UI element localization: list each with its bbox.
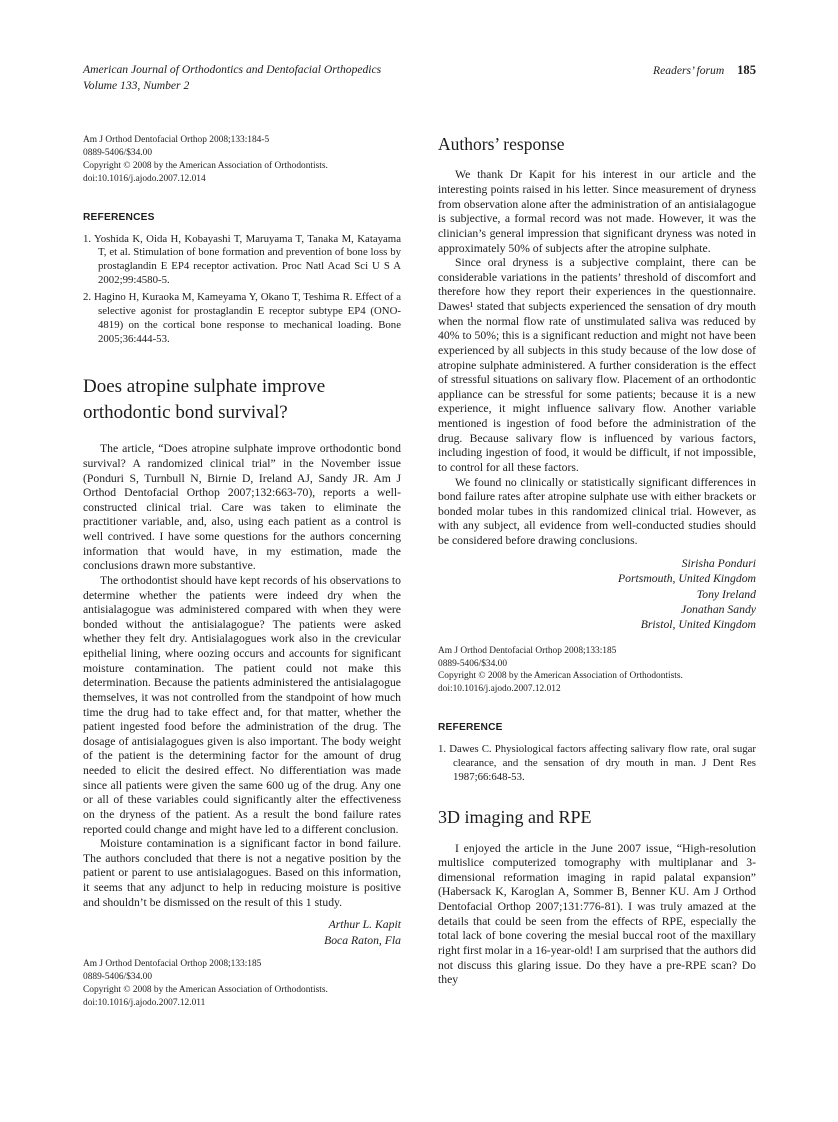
response-heading: Authors’ response: [438, 134, 565, 155]
letter2-paragraph: I enjoyed the article in the June 2007 issue, “High-resolution multislice computerized tomography with multiplanar and 3-dimensional reformation imaging in rapid palatal expansion” (Habersack K, Karoglan A, Sommer B, Benner KU. Am J Orthod Dentofacial Orthop 2007;131:776-81). I was truly amazed at the details that could be seen from the effects of RPE, especially the total lack of bone covering the mesial buccal root of the maxillary right first molar in a 16-year-old! I am surprised that the authors did not discuss this glaring issue. Do they have a pre-RPE scan? Do they: [438, 841, 756, 987]
reference-item: 1. Dawes C. Physiological factors affecting salivary flow rate, oral sugar clearance, and the sensation of dry mouth in man. J Dent Res 1987;66:648-53.: [438, 743, 756, 783]
citation-block-top: [83, 134, 401, 185]
signature-place: Portsmouth, United Kingdom: [618, 572, 756, 586]
letter2-title: 3D imaging and RPE: [438, 806, 592, 827]
left-column: [83, 134, 401, 1009]
response-paragraph: We found no clinically or statistically significant differences in bond failure rates after atropine sulphate use with either brackets or bonded molar tubes in this randomized clinical trial. However, as with any subject, all evidence from well-conducted studies should be considered before drawing conclusions.: [438, 475, 756, 548]
response-paragraph: Since oral dryness is a subjective complaint, there can be considerable variations in the patients’ threshold of discomfort and therefore how they report their experiences in the questionnaire. Dawes¹ stated that subjects experienced the sensation of dry mouth when the normal flow rate of unstimulated saliva was reduced by 40% to 50%; this is a significant reduction and might not have been experienced by all subjects in this study because of the low dose of atropine sulphate administered. A further consideration is the effect of stressful situations on salivary flow. Placement of an orthodontic appliance can be stressful for some patients; because it is a new experience, it might influence salivary flow. Another variable mentioned is ingestion of food before the administration of the drug. Because salivary flow is influenced by various factors, including ingestion of food, it would be difficult, if not impossible, to control for all these factors.: [438, 256, 756, 474]
citation-block-response: [438, 645, 756, 696]
signature-name: Sirisha Ponduri: [681, 556, 756, 570]
reference-heading: REFERENCE: [438, 722, 503, 733]
letter-paragraph: Moisture contamination is a significant factor in bond failure. The authors concluded that there is not a negative position by the patient or parent to use antisialagogues. Based on this information, it seems that any adjunct to help in reducing moisture is positive and shouldn’t be dismissed on the result of this 1 study.: [83, 837, 401, 909]
citation-line: doi:10.1016/j.ajodo.2007.12.011: [83, 997, 206, 1008]
citation-line: 0889-5406/$34.00: [83, 972, 153, 982]
running-head: [83, 62, 756, 94]
citation-line: 0889-5406/$34.00: [83, 148, 153, 159]
page-content: [83, 62, 756, 1009]
citation-line: Am J Orthod Dentofacial Orthop 2008;133:185: [83, 959, 262, 970]
references-heading: REFERENCES: [83, 211, 155, 223]
author-signature: [83, 917, 401, 948]
running-head-right: [653, 62, 756, 78]
response-paragraph: We thank Dr Kapit for his interest in our article and the interesting points raised in his letter. Since measurement of dryness from observation alone after the administration of an antisialagogue is subjective, a formal record was not made. However, it was the clinician’s general impression that significant dryness was noted in approximately 50% of subjects after the atropine sulphate.: [438, 168, 756, 255]
citation-block-bottom: [83, 958, 401, 1009]
citation-line: doi:10.1016/j.ajodo.2007.12.012: [438, 684, 561, 695]
right-column: [438, 134, 756, 1009]
signature-name: Arthur L. Kapit: [328, 918, 401, 932]
journal-title: American Journal of Orthodontics and Dentofacial Orthopedics: [83, 63, 382, 76]
letter-paragraph: The article, “Does atropine sulphate improve orthodontic bond survival? A randomized clinical trial” in the November issue (Ponduri S, Turnbull N, Birnie D, Ireland AJ, Sandy JR. Am J Orthod Dentofacial Orthop 2007;132:663-70), reports a well-constructed clinical trial. Care was taken to eliminate the practitioner variable, and, also, using each patient as a control is well contrived. I have some questions for the authors concerning information that would have, in my estimation, made the conclusions drawn more substantive.: [83, 442, 401, 573]
citation-line: doi:10.1016/j.ajodo.2007.12.014: [83, 173, 206, 184]
authors-signature: [438, 556, 756, 633]
citation-line: Copyright © 2008 by the American Association of Orthodontists.: [83, 161, 328, 171]
journal-volume: Volume 133, Number 2: [83, 79, 190, 93]
letter-title: Does atropine sulphate improve orthodontic bond survival?: [83, 376, 326, 423]
citation-line: 0889-5406/$34.00: [438, 658, 508, 669]
citation-line: Am J Orthod Dentofacial Orthop 2008;133:184-5: [83, 135, 270, 146]
page-number: 185: [737, 63, 756, 77]
signature-place: Boca Raton, Fla: [324, 933, 401, 947]
running-head-left: [83, 62, 381, 94]
letter-paragraph: The orthodontist should have kept records of his observations to determine whether the patients were indeed dry when the antisialagogue was administered compared with when they were bonded without the antisialagogue? The patients were asked whether they felt dry. Antisialagogues work also in the crevicular epithelial lining, where oozing occurs and accounts for significant moisture contamination. The patient could not make this determination. Because the patients administered the antisialagogue themselves, it was not controlled from the standpoint of how much time the drug had to take effect and, for that matter, whether the patient ingested food before the administration of the drug. The dosage of antisialagogues given is also important. The body weight of the patient is the determining factor for the amount of drug needed to elicit the desired effect. No differentiation was made since all patients were given the same 600 ug of the drug. Any one or all of these variables could significantly alter the effectiveness on the dryness of the patient. As a result the bond failure rates reported could change and might have led to a different conclusion.: [83, 573, 401, 836]
reference-item: 1. Yoshida K, Oida H, Kobayashi T, Maruyama T, Tanaka M, Katayama T, et al. Stimulation of bone formation and prevention of bone loss by prostaglandin E EP4 receptor activation. Proc Natl Acad Sci U S A 2002;99:4580-5.: [83, 232, 401, 287]
signature-name: Tony Ireland: [696, 587, 756, 601]
citation-line: Copyright © 2008 by the American Association of Orthodontists.: [83, 984, 328, 995]
signature-place: Bristol, United Kingdom: [640, 618, 756, 632]
citation-line: Am J Orthod Dentofacial Orthop 2008;133:185: [438, 645, 617, 656]
citation-line: Copyright © 2008 by the American Association of Orthodontists.: [438, 671, 683, 682]
section-title: Readers’ forum: [653, 64, 725, 77]
two-column-body: [83, 134, 756, 1009]
signature-name: Jonathan Sandy: [681, 603, 756, 616]
reference-item: 2. Hagino H, Kuraoka M, Kameyama Y, Okano T, Teshima R. Effect of a selective agonist for prostaglandin E receptor subtype EP4 (ONO-4819) on the cortical bone response to mechanical loading. Bone 2005;36:444-53.: [83, 291, 401, 345]
